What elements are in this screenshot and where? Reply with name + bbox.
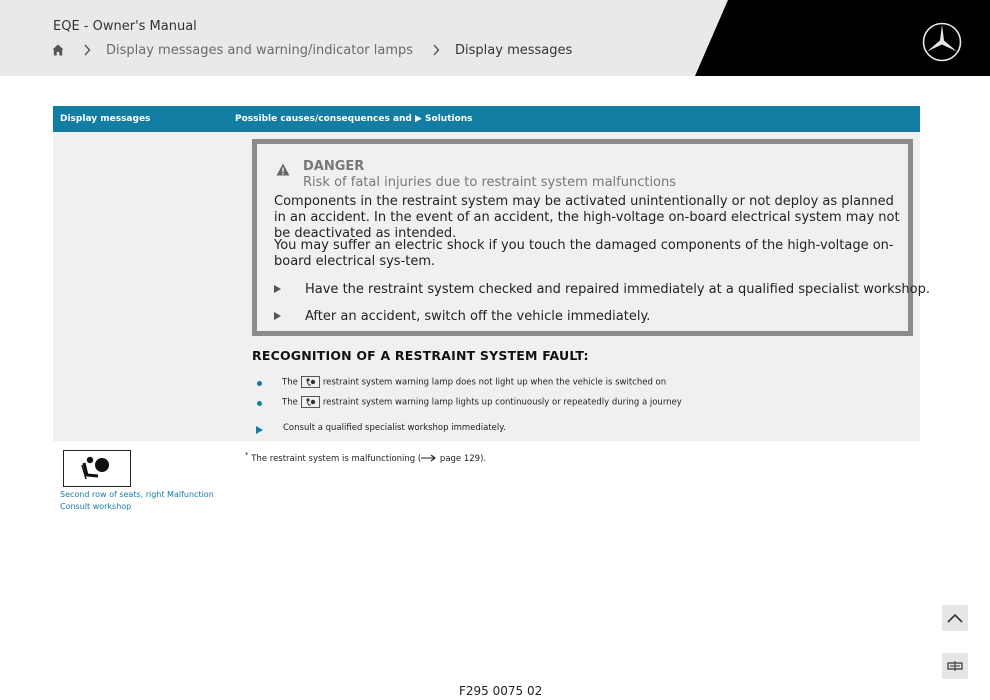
display-caption-line: Second row of seats, right Malfunction [60, 490, 214, 499]
bullet-dot [257, 401, 262, 406]
display-caption [60, 489, 214, 513]
danger-box [252, 139, 931, 336]
list-item [282, 376, 666, 388]
danger-bullet-text: After an accident, switch off the vehicle immediately. [305, 309, 651, 324]
scroll-up-button[interactable] [942, 605, 968, 631]
airbag-malfunction-icon [64, 451, 130, 486]
page-reference-arrow-icon[interactable] [421, 454, 437, 462]
page-header [0, 0, 990, 76]
list-item-pre: The [282, 397, 298, 408]
scroll-up-icon [942, 605, 968, 631]
breadcrumb [52, 42, 572, 58]
image-code: F295 0075 02 [459, 684, 543, 698]
bullet-dot [257, 381, 262, 386]
home-icon[interactable] [52, 44, 64, 56]
footnote-marker: * [245, 450, 249, 459]
footnote-page-ref[interactable]: page 129). [437, 453, 487, 464]
list-item-pre: The [282, 377, 298, 388]
danger-subtitle: Risk of fatal injuries due to restraint system malfunctions [303, 175, 677, 190]
arrow-right-icon [274, 285, 281, 293]
app-title: EQE - Owner's Manual [53, 19, 197, 34]
action-text: Consult a qualified specialist workshop immediately. [283, 423, 506, 433]
breadcrumb-link[interactable]: Display messages and warning/indicator lamps [106, 42, 414, 58]
danger-box-content [257, 144, 931, 331]
display-message-image [63, 450, 131, 487]
report-issue-icon [942, 653, 968, 679]
airbag-warning-icon [301, 396, 320, 408]
list-item-post: restraint system warning lamp lights up continuously or repeatedly during a journey [322, 397, 682, 408]
list-item [282, 396, 682, 408]
danger-label: DANGER [303, 159, 365, 174]
footnote [245, 450, 486, 464]
column-header-causes: Possible causes/consequences and ▶ Solutions [235, 114, 473, 124]
recognition-heading: RECOGNITION OF A RESTRAINT SYSTEM FAULT: [252, 348, 589, 363]
chevron-right-icon [432, 44, 440, 56]
breadcrumb-current: Display messages [455, 42, 573, 58]
arrow-right-icon [274, 312, 281, 320]
display-caption-line: Consult workshop [60, 502, 132, 511]
chevron-right-icon [83, 44, 91, 56]
danger-paragraph: You may suffer an electric shock if you touch the damaged components of the high-voltage on-board electrical sys-tem. [274, 238, 894, 269]
report-issue-button[interactable] [942, 653, 968, 679]
footnote-text: The restraint system is malfunctioning ( [251, 453, 422, 464]
list-item-post: restraint system warning lamp does not light up when the vehicle is switched on [322, 377, 667, 388]
airbag-warning-icon [301, 376, 320, 388]
table-header [53, 106, 920, 132]
warning-triangle-icon [276, 163, 290, 176]
danger-bullet-text: Have the restraint system checked and repaired immediately at a qualified specialist workshop. [305, 282, 931, 297]
danger-paragraph: Components in the restraint system may be activated unintentionally or not deploy as planned in an accident. In the event of an accident, the high-voltage on-board electrical system may not be deactivated as intended. [274, 194, 900, 241]
mercedes-star-logo[interactable] [922, 22, 962, 62]
column-header-display-messages: Display messages [60, 114, 151, 124]
arrow-right-icon [256, 426, 263, 434]
